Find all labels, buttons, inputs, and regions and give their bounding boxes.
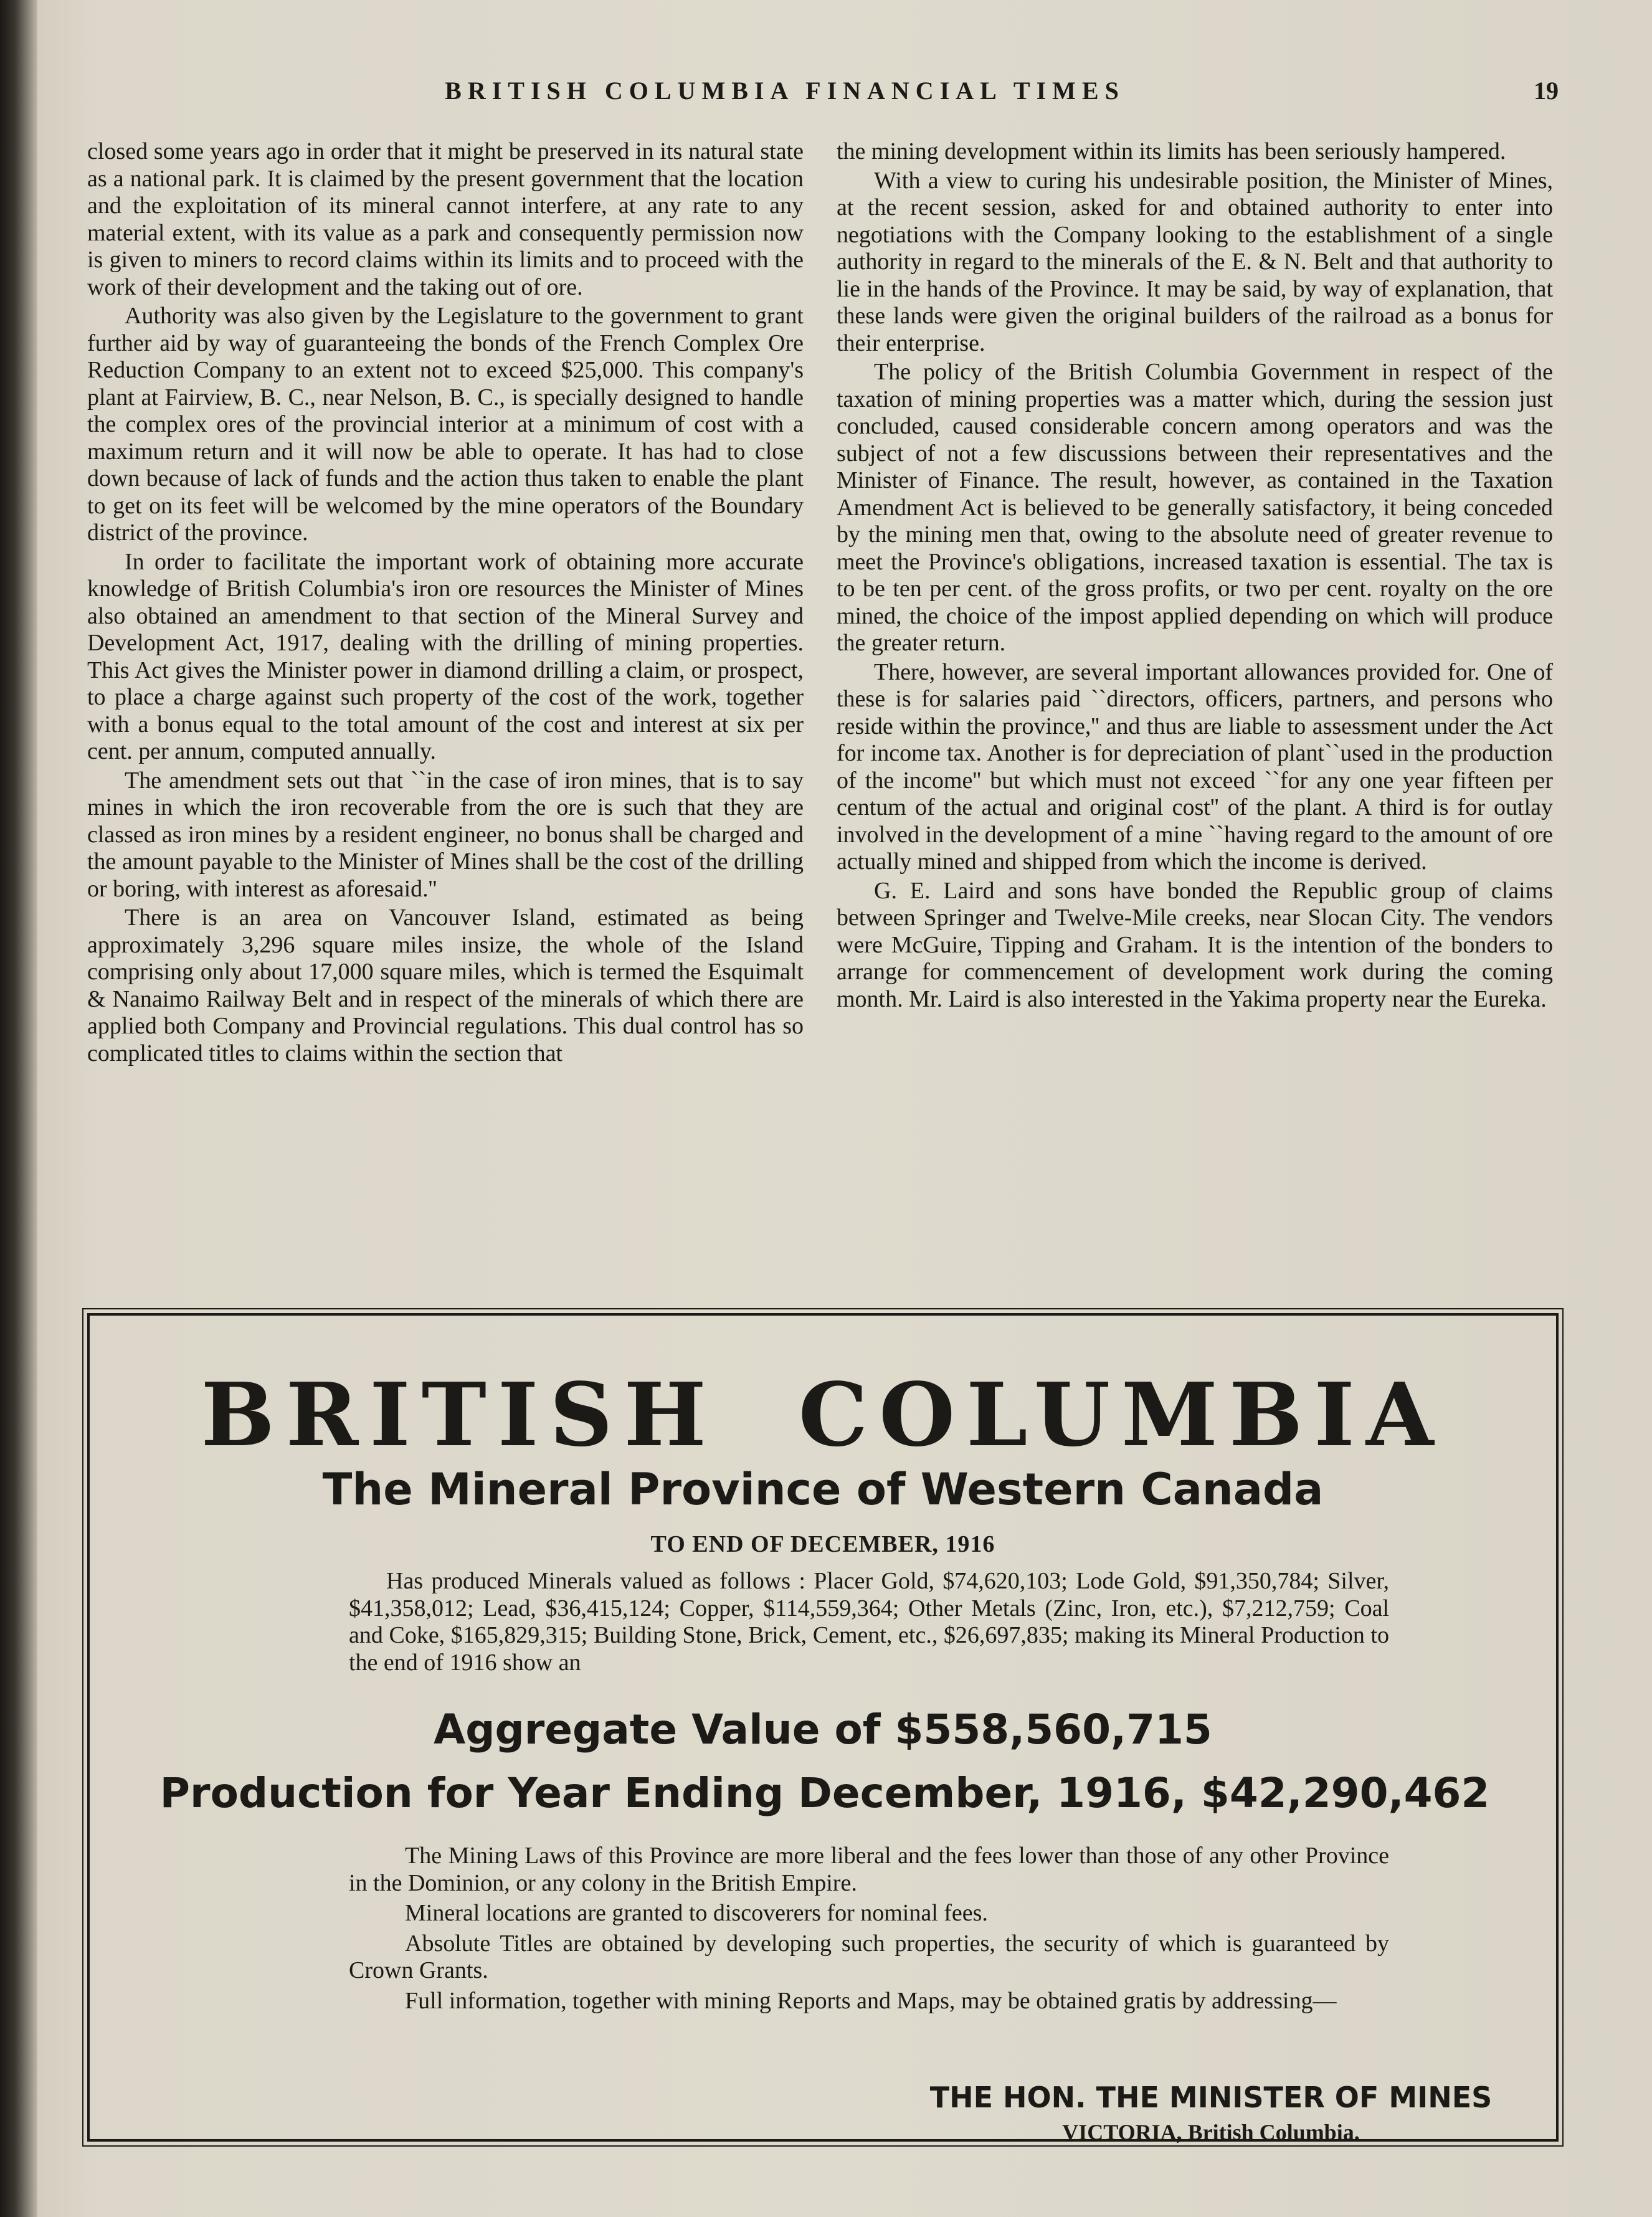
british-columbia-advertisement bbox=[87, 1313, 1559, 2145]
left-paragraph-2: Authority was also given by the Legislature to the government to grant further aid by way of guaranteeing the bonds of the French Complex Ore Reduction Company to an extent not to exceed $25,000. This company's plant at Fairview, B. C., near Nelson, B. C., is specially designed to handle the complex ores of the provincial interior at a minimum of cost with a maximum return and it will now be able to operate. It has had to close down because of lack of funds and the action thus taken to enable the plant to get on its feet will be welcomed by the mine operators of the Boundary district of the province. bbox=[87, 303, 804, 546]
left-paragraph-1: closed some years ago in order that it might be preserved in its natural state as a national park. It is claimed by the present government that the location and the exploitation of its mineral cannot interfere, at any rate to any material extent, with its value as a park and consequently permission now is given to miners to record claims within its limits and to proceed with the work of their development and the taking out of ore. bbox=[87, 138, 804, 300]
right-paragraph-1: the mining development within its limits has been seriously hampered. bbox=[837, 138, 1506, 164]
ad-aggregate-value: Aggregate Value of $558,560,715 bbox=[434, 1706, 1212, 1754]
left-paragraph-3: In order to facilitate the important work of obtaining more accurate knowledge of British Columbia's iron ore resources the Minister of Mines also obtained an amendment to that section of the Mineral Survey and Development Act, 1917, dealing with the drilling of mining properties. This Act gives the Minister power in diamond drilling a claim, or prospect, to place a charge against such property of the cost of the work, together with a bonus equal to the total amount of the cost and interest at six per cent. per annum, computed annually. bbox=[87, 548, 804, 764]
ad-paragraph-3: Absolute Titles are obtained by developing such properties, the security of which is guaranteed by Crown Grants. bbox=[349, 1930, 1389, 1983]
ad-date-line: TO END OF DECEMBER, 1916 bbox=[650, 1531, 995, 1557]
right-paragraph-2: With a view to curing his undesirable position, the Minister of Mines, at the recent session, asked for and obtained authority to enter into negotiations with the Company looking to the establishment of a single authority in regard to the minerals of the E. & N. Belt and that authority to lie in the hands of the Province. It may be said, by way of explanation, that these lands were given the original builders of the railroad as a bonus for their enterprise. bbox=[837, 167, 1553, 356]
ad-title bbox=[90, 1364, 1556, 1466]
ad-paragraph-1: The Mining Laws of this Province are more liberal and the fees lower than those of any other Province in the Dominion, or any colony in the British Empire. bbox=[349, 1843, 1389, 1896]
right-paragraph-4: There, however, are several important allowances provided for. One of these is for salaries paid ``directors, officers, partners, and persons who reside within the province,'' and thus are liable to assessment under the Act for income tax. Another is for depreciation of plant``used in the production of the income'' but which must not exceed ``for any one year fifteen per centum of the actual and original cost'' of the plant. A third is for outlay involved in the development of a mine ``having regard to the amount of ore actually mined and shipped from which the income is derived. bbox=[837, 658, 1553, 875]
ad-paragraph-4: Full information, together with mining Reports and Maps, may be obtained gratis by addressing— bbox=[405, 1987, 1337, 2014]
ad-mining-laws-text bbox=[349, 1843, 1389, 2018]
ad-address: VICTORIA, British Columbia. bbox=[1062, 2120, 1360, 2145]
ad-production-year-line: Production for Year Ending December, 1916, $42,290,462 bbox=[159, 1769, 1490, 1817]
page-number: 19 bbox=[1534, 77, 1559, 105]
running-header-title: BRITISH COLUMBIA FINANCIAL TIMES bbox=[445, 77, 1125, 105]
page-binding-edge bbox=[0, 0, 37, 2217]
left-paragraph-5: There is an area on Vancouver Island, estimated as being approximately 3,296 square miles insize, the whole of the Island comprising only about 17,000 square miles, which is termed the Esquimalt & Nanaimo Railway Belt and in respect of the minerals of which there are applied both Company and Provincial regulations. This dual control has so complicated titles to claims within the section that bbox=[87, 904, 804, 1066]
ad-produced-minerals-text: Has produced Minerals valued as follows : Placer Gold, $74,620,103; Lode Gold, $91,350,784; Silver, $41,358,012; Lead, $36,415,124; Copper, $114,559,364; Other Metals (Zinc, Iron, etc.), $7,212,759; Coal and Coke, $165,829,315; Building Stone, Brick, Cement, etc., $26,697,835; making its Mineral Production to the end of 1916 show an bbox=[349, 1568, 1389, 1676]
ad-subtitle: The Mineral Province of Western Canada bbox=[322, 1464, 1324, 1515]
left-paragraph-4: The amendment sets out that ``in the case of iron mines, that is to say mines in which the iron recoverable from the ore is such that they are classed as iron mines by a resident engineer, no bonus shall be charged and the amount payable to the Minister of Mines shall be the cost of the drilling or boring, with interest as aforesaid.'' bbox=[87, 767, 804, 902]
right-article-column bbox=[837, 138, 1553, 1015]
ad-title-word-columbia: COLUMBIA bbox=[798, 1364, 1445, 1466]
ad-title-word-british: BRITISH bbox=[201, 1364, 718, 1466]
left-article-column bbox=[87, 138, 804, 1069]
ad-paragraph-2: Mineral locations are granted to discoverers for nominal fees. bbox=[405, 1900, 988, 1926]
ad-addressee: THE HON. THE MINISTER OF MINES bbox=[929, 2081, 1493, 2114]
right-paragraph-3: The policy of the British Columbia Government in respect of the taxation of mining properties was a matter which, during the session just concluded, caused considerable concern among operators and was the subject of not a few discussions between their representatives and the Minister of Finance. The result, however, as contained in the Taxation Amendment Act is believed to be generally satisfactory, it being conceded by the mining men that, owing to the absolute need of greater revenue to meet the Province's obligations, increased taxation is essential. The tax is to be ten per cent. of the gross profits, or two per cent. royalty on the ore mined, the choice of the impost applied depending on which will produce the greater return. bbox=[837, 359, 1553, 656]
right-paragraph-5: G. E. Laird and sons have bonded the Republic group of claims between Springer and Twelve-Mile creeks, near Slocan City. The vendors were McGuire, Tipping and Graham. It is the intention of the bonders to arrange for commencement of development work during the coming month. Mr. Laird is also interested in the Yakima property near the Eureka. bbox=[837, 877, 1553, 1012]
